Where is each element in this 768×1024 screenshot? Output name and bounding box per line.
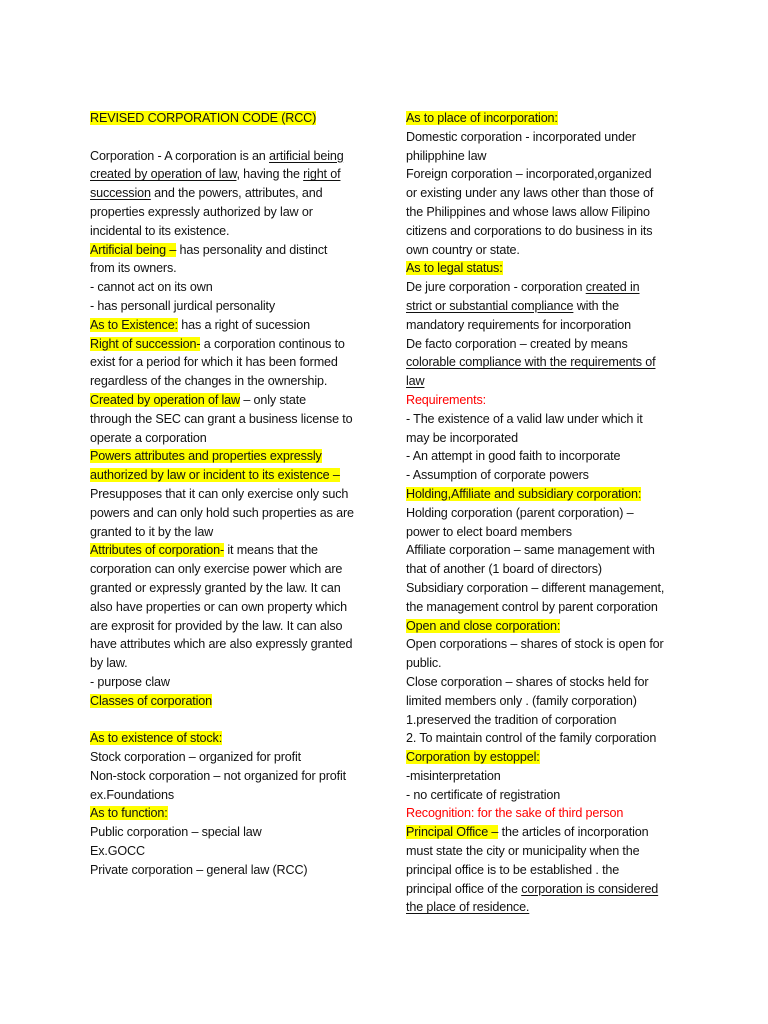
attributes-line: corporation can only exercise power which are [90, 562, 343, 577]
right-of-succession-line: exist for a period for which it has been formed [90, 355, 338, 370]
artificial-being-heading: Artificial being – has personality and distinct [90, 242, 328, 257]
powers-line: Presupposes that it can only exercise only such [90, 486, 349, 501]
de-facto-line-2: colorable compliance with the requirements of [406, 355, 656, 370]
as-to-existence-heading: As to Existence: has a right of sucession [90, 317, 310, 332]
requirements-line: - The existence of a valid law under which it [406, 411, 643, 426]
document-title: REVISED CORPORATION CODE (RCC) [90, 111, 317, 125]
principal-office-line: must state the city or municipality when the [406, 844, 640, 859]
created-by-law-line: operate a corporation [90, 430, 207, 445]
de-facto-line-1: De facto corporation – created by means [406, 336, 628, 351]
spacer [90, 711, 366, 730]
open-close-line: 2. To maintain control of the family corporation [406, 731, 657, 746]
principal-office-heading: Principal Office – the articles of incorporation [406, 825, 649, 840]
estoppel-line: - no certificate of registration [406, 787, 561, 802]
requirements-line: - Assumption of corporate powers [406, 468, 589, 483]
open-close-heading: Open and close corporation: [406, 618, 561, 633]
holding-line: that of another (1 board of directors) [406, 562, 602, 577]
place-line: own country or state. [406, 242, 520, 257]
estoppel-heading: Corporation by estoppel: [406, 750, 540, 765]
definition-line-4: properties expressly authorized by law or [90, 204, 313, 219]
open-close-line: 1.preserved the tradition of corporation [406, 712, 617, 727]
requirements-line: - An attempt in good faith to incorporate [406, 449, 621, 464]
function-line: Ex.GOCC [90, 844, 145, 859]
de-jure-line-3: mandatory requirements for incorporation [406, 317, 631, 332]
definition-line-2: created by operation of law, having the right of [90, 167, 341, 182]
requirements-line: may be incorporated [406, 430, 518, 445]
open-close-line: limited members only . (family corporation) [406, 693, 637, 708]
requirements-heading: Requirements: [406, 392, 486, 407]
legal-status-heading: As to legal status: [406, 261, 503, 276]
attributes-heading: Attributes of corporation- it means that the [90, 543, 318, 558]
function-line: Private corporation – general law (RCC) [90, 862, 308, 877]
right-column [406, 109, 678, 917]
place-heading: As to place of incorporation: [406, 111, 558, 125]
place-line: Domestic corporation - incorporated under [406, 129, 636, 144]
principal-office-line: principal office is to be established . the [406, 862, 620, 877]
left-column [90, 109, 366, 880]
de-facto-line-3: law [406, 374, 425, 389]
powers-heading: authorized by law or incident to its existence – [90, 468, 340, 483]
function-line: Public corporation – special law [90, 825, 262, 840]
definition-line-3: succession and the powers, attributes, and [90, 186, 323, 201]
powers-line: powers and can only hold such properties as are [90, 505, 354, 520]
de-jure-line-1: De jure corporation - corporation created in [406, 280, 640, 295]
holding-line: the management control by parent corporation [406, 599, 658, 614]
holding-line: power to elect board members [406, 524, 572, 539]
estoppel-line: -misinterpretation [406, 768, 501, 783]
created-by-law-line: through the SEC can grant a business license to [90, 411, 353, 426]
definition-line-1: Corporation - A corporation is an artificial being [90, 148, 344, 163]
attributes-line: granted or expressly granted by the law. It can [90, 580, 341, 595]
attributes-line: also have properties or can own property which [90, 599, 348, 614]
right-of-succession-heading: Right of succession- a corporation continous to [90, 336, 345, 351]
principal-office-line: the place of residence. [406, 900, 530, 915]
artificial-being-line: from its owners. [90, 261, 177, 276]
stock-heading: As to existence of stock: [90, 731, 223, 746]
right-of-succession-line: regardless of the changes in the ownership. [90, 374, 328, 389]
open-close-line: public. [406, 656, 442, 671]
place-line: Foreign corporation – incorporated,organized [406, 167, 652, 182]
spacer [90, 128, 366, 147]
artificial-being-bullet: - has personall jurdical personality [90, 298, 276, 313]
open-close-line: Close corporation – shares of stocks held for [406, 674, 649, 689]
place-line: or existing under any laws other than those of [406, 186, 654, 201]
attributes-line: have attributes which are also expressly granted [90, 637, 353, 652]
artificial-being-bullet: - cannot act on its own [90, 280, 213, 295]
principal-office-line: principal office of the corporation is considered [406, 881, 659, 896]
function-heading: As to function: [90, 806, 168, 821]
holding-line: Affiliate corporation – same management with [406, 543, 655, 558]
open-close-line: Open corporations – shares of stock is open for [406, 637, 664, 652]
created-by-law-heading: Created by operation of law – only state [90, 392, 306, 407]
stock-line: Non-stock corporation – not organized for profit [90, 768, 347, 783]
attributes-bullet: - purpose claw [90, 674, 170, 689]
recognition-line: Recognition: for the sake of third person [406, 806, 624, 821]
stock-line: Stock corporation – organized for profit [90, 750, 302, 765]
powers-heading: Powers attributes and properties expressly [90, 449, 322, 464]
stock-line: ex.Foundations [90, 787, 175, 802]
holding-heading: Holding,Affiliate and subsidiary corporation: [406, 486, 642, 501]
attributes-line: by law. [90, 656, 128, 671]
classes-heading: Classes of corporation [90, 693, 212, 708]
de-jure-line-2: strict or substantial compliance with the [406, 298, 619, 313]
powers-line: granted to it by the law [90, 524, 214, 539]
place-line: the Philippines and whose laws allow Filipino [406, 204, 650, 219]
holding-line: Holding corporation (parent corporation) – [406, 505, 634, 520]
definition-line-5: incidental to its existence. [90, 223, 230, 238]
attributes-line: are exprosit for provided by the law. It can also [90, 618, 343, 633]
place-line: philipphine law [406, 148, 487, 163]
place-line: citizens and corporations to do business in its [406, 223, 653, 238]
holding-line: Subsidiary corporation – different management, [406, 580, 665, 595]
